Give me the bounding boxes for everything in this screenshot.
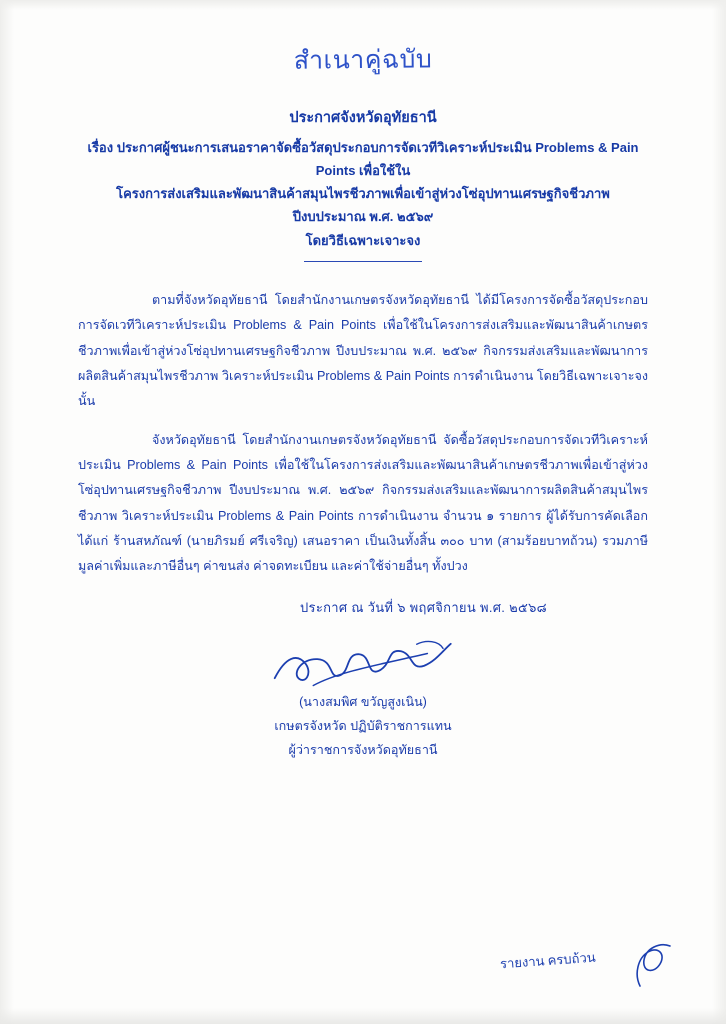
document-header (78, 106, 648, 262)
subject-line-2: โครงการส่งเสริมและพัฒนาสินค้าสมุนไพรชีวภาพเพื่อเข้าสู่ห่วงโซ่อุปทานเศรษฐกิจชีวภาพ ปีงบประมาณ พ.ศ. ๒๕๖๙ (116, 185, 610, 224)
signature-mark (267, 636, 460, 695)
bottom-annotation (500, 932, 680, 1002)
scan-edge-top (0, 0, 726, 10)
document-content (78, 288, 648, 579)
signer-position-2: ผู้ว่าราชการจังหวัดอุทัยธานี (288, 743, 438, 758)
announcement-date: ประกาศ ณ วันที่ ๖ พฤศจิกายน พ.ศ. ๒๕๖๘ (300, 600, 547, 616)
paragraph-2-text: จังหวัดอุทัยธานี โดยสำนักงานเกษตรจังหวัดอุทัยธานี จัดซื้อวัสดุประกอบการจัดเวทีวิเคราะห์ประเมิน Problems & Pain Points เพื่อใช้ในโครงการส่งเสริมและพัฒนาสินค้าเกษตรชีวภาพเพื่อเข้าสู่ห่วงโซ่อุปทานเศรษฐกิจชีวภาพ ปีงบประมาณ พ.ศ. ๒๕๖๙ กิจกรรมส่งเสริมและพัฒนาการผลิตสินค้าสมุนไพรชีวภาพ วิเคราะห์ประเมิน Problems & Pain Points การดำเนินงาน จำนวน ๑ รายการ ผู้ได้รับการคัดเลือก ได้แก่ ร้านสหภัณฑ์ (นายภิรมย์ ศรีเจริญ) เสนอราคา เป็นเงินทั้งสิ้น ๓๐๐ บาท (สามร้อยบาทถ้วน) รวมภาษีมูลค่าเพิ่มและภาษีอื่นๆ ค่าขนส่ง ค่าจดทะเบียน และค่าใช้จ่ายอื่นๆ ทั้งปวง (78, 433, 648, 573)
signer-position-1: เกษตรจังหวัด ปฏิบัติราชการแทน (274, 719, 452, 734)
signature-block (78, 646, 648, 766)
paragraph-1 (78, 288, 648, 414)
copy-stamp: สำเนาคู่ฉบับ (293, 46, 433, 75)
paragraph-1-text: ตามที่จังหวัดอุทัยธานี โดยสำนักงานเกษตรจังหวัดอุทัยธานี ได้มีโครงการจัดซื้อวัสดุประกอบการจัดเวทีวิเคราะห์ประเมิน Problems & Pain Points เพื่อใช้ในโครงการส่งเสริมและพัฒนาสินค้าเกษตรชีวภาพเพื่อเข้าสู่ห่วงโซ่อุปทานเศรษฐกิจชีวภาพ ปีงบประมาณ พ.ศ. ๒๕๖๙ กิจกรรมส่งเสริมและพัฒนาการผลิตสินค้าสมุนไพรชีวภาพ วิเคราะห์ประเมิน Problems & Pain Points การดำเนินงาน โดยวิธีเฉพาะเจาะจง นั้น (78, 293, 648, 408)
document-body (78, 40, 648, 766)
method-line: โดยวิธีเฉพาะเจาะจง (305, 233, 421, 249)
header-divider (304, 261, 422, 262)
signer-name: (นางสมพิศ ขวัญสูงเนิน) (299, 695, 427, 710)
subject-line-1: เรื่อง ประกาศผู้ชนะการเสนอราคาจัดซื้อวัสดุประกอบการจัดเวทีวิเคราะห์ประเมิน Problems & Pain Points เพื่อใช้ใน (87, 140, 639, 179)
scan-edge-right (712, 0, 726, 1024)
scan-edge-bottom (0, 1008, 726, 1024)
scan-edge-left (0, 0, 14, 1024)
paragraph-2 (78, 428, 648, 579)
initial-squiggle-icon (630, 938, 676, 994)
page-title: ประกาศจังหวัดอุทัยธานี (289, 110, 437, 126)
handwritten-note: รายงาน ครบถ้วน (499, 949, 597, 972)
